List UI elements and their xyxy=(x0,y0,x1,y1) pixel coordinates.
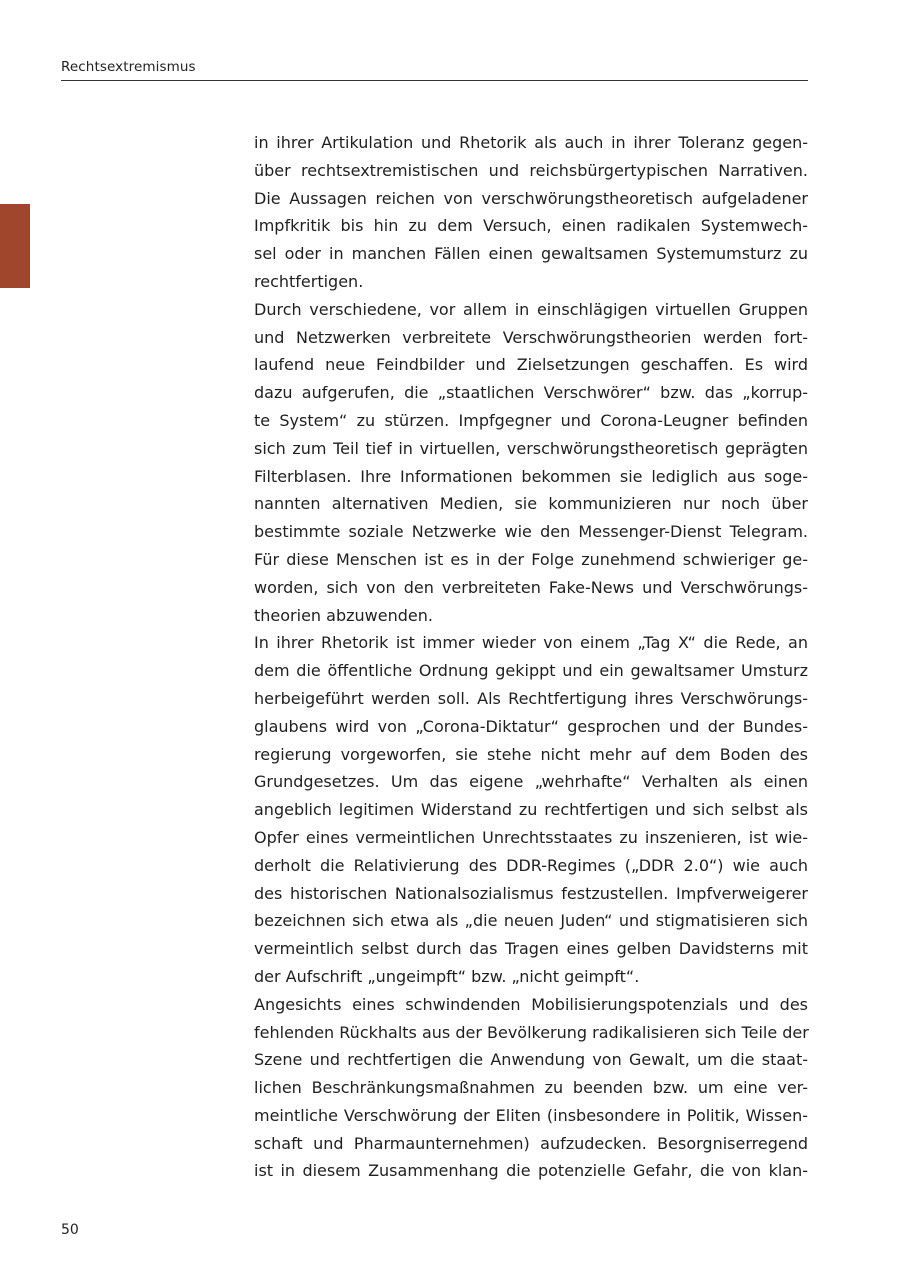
paragraph xyxy=(254,629,808,990)
text-line: theorien abzuwenden. xyxy=(254,605,433,625)
text-line: nannten alternativen Medien, sie kommunizieren nur noch über xyxy=(254,494,808,514)
text-line: laufend neue Feindbilder und Zielsetzungen geschaffen. Es wird xyxy=(254,355,808,375)
text-line: dem die öffentliche Ordnung gekippt und ein gewaltsamer Umsturz xyxy=(254,661,808,681)
text-line: Impfkritik bis hin zu dem Versuch, einen radikalen Systemwech- xyxy=(254,216,808,236)
text-line: Durch verschiedene, vor allem in einschlägigen virtuellen Gruppen xyxy=(254,299,808,319)
text-line: glaubens wird von „Corona-Diktatur“ gesprochen und der Bundes- xyxy=(254,716,808,736)
text-line: angeblich legitimen Widerstand zu rechtfertigen und sich selbst als xyxy=(254,800,808,820)
text-line: und Netzwerken verbreitete Verschwörungstheorien werden fort- xyxy=(254,327,808,347)
text-line: Filterblasen. Ihre Informationen bekommen sie lediglich aus soge- xyxy=(254,466,808,486)
text-line: vermeintlich selbst durch das Tragen eines gelben Davidsterns mit xyxy=(254,939,808,959)
paragraph xyxy=(254,991,808,1186)
text-line: bezeichnen sich etwa als „die neuen Juden“ und stigmatisieren sich xyxy=(254,911,808,931)
text-line: des historischen Nationalsozialismus festzustellen. Impfverweigerer xyxy=(254,883,808,903)
text-line: fehlenden Rückhalts aus der Bevölkerung radikalisieren sich Teile der xyxy=(254,1022,809,1042)
text-line: in ihrer Artikulation und Rhetorik als auch in ihrer Toleranz gegen- xyxy=(254,133,808,152)
text-line: Grundgesetzes. Um das eigene „wehrhafte“ Verhalten als einen xyxy=(254,772,808,792)
running-header: Rechtsextremismus xyxy=(61,59,196,75)
text-line: te System“ zu stürzen. Impfgegner und Corona-Leugner befinden xyxy=(254,410,808,430)
text-line: meintliche Verschwörung der Eliten (insbesondere in Politik, Wissen- xyxy=(254,1105,808,1125)
text-line: derholt die Relativierung des DDR-Regimes („DDR 2.0“) wie auch xyxy=(254,855,808,875)
paragraph xyxy=(254,296,808,630)
text-line: lichen Beschränkungsmaßnahmen zu beenden bzw. um eine ver- xyxy=(254,1078,808,1098)
text-line: In ihrer Rhetorik ist immer wieder von einem „Tag X“ die Rede, an xyxy=(254,633,808,653)
text-line: Szene und rechtfertigen die Anwendung von Gewalt, um die staat- xyxy=(254,1050,808,1070)
paragraph xyxy=(254,129,808,296)
text-line: ist in diesem Zusammenhang die potenzielle Gefahr, die von klan- xyxy=(254,1161,808,1181)
text-line: Opfer eines vermeintlichen Unrechtsstaates zu inszenieren, ist wie- xyxy=(254,827,808,847)
text-line: schaft und Pharmaunternehmen) aufzudecken. Besorgniserregend xyxy=(254,1133,808,1153)
header-divider xyxy=(61,80,808,81)
page-number: 50 xyxy=(61,1222,79,1238)
text-line: der Aufschrift „ungeimpft“ bzw. „nicht geimpft“. xyxy=(254,966,640,986)
text-line: sel oder in manchen Fällen einen gewaltsamen Systemumsturz zu xyxy=(254,244,808,264)
text-line: rechtfertigen. xyxy=(254,271,364,291)
chapter-marker-tab xyxy=(0,204,30,288)
text-line: worden, sich von den verbreiteten Fake-News und Verschwörungs- xyxy=(254,577,808,597)
body-text xyxy=(254,129,808,1185)
text-line: bestimmte soziale Netzwerke wie den Messenger-Dienst Telegram. xyxy=(254,522,808,542)
text-line: Angesichts eines schwindenden Mobilisierungspotenzials und des xyxy=(254,994,808,1014)
text-line: dazu aufgerufen, die „staatlichen Verschwörer“ bzw. das „korrup- xyxy=(254,383,808,403)
text-line: herbeigeführt werden soll. Als Rechtfertigung ihres Verschwörungs- xyxy=(254,688,808,708)
text-line: Für diese Menschen ist es in der Folge zunehmend schwieriger ge- xyxy=(254,549,808,569)
text-line: regierung vorgeworfen, sie stehe nicht mehr auf dem Boden des xyxy=(254,744,808,764)
text-line: über rechtsextremistischen und reichsbürgertypischen Narrativen. xyxy=(254,160,808,180)
text-line: Die Aussagen reichen von verschwörungstheoretisch aufgeladener xyxy=(254,188,808,208)
text-line: sich zum Teil tief in virtuellen, verschwörungstheoretisch geprägten xyxy=(254,438,808,458)
